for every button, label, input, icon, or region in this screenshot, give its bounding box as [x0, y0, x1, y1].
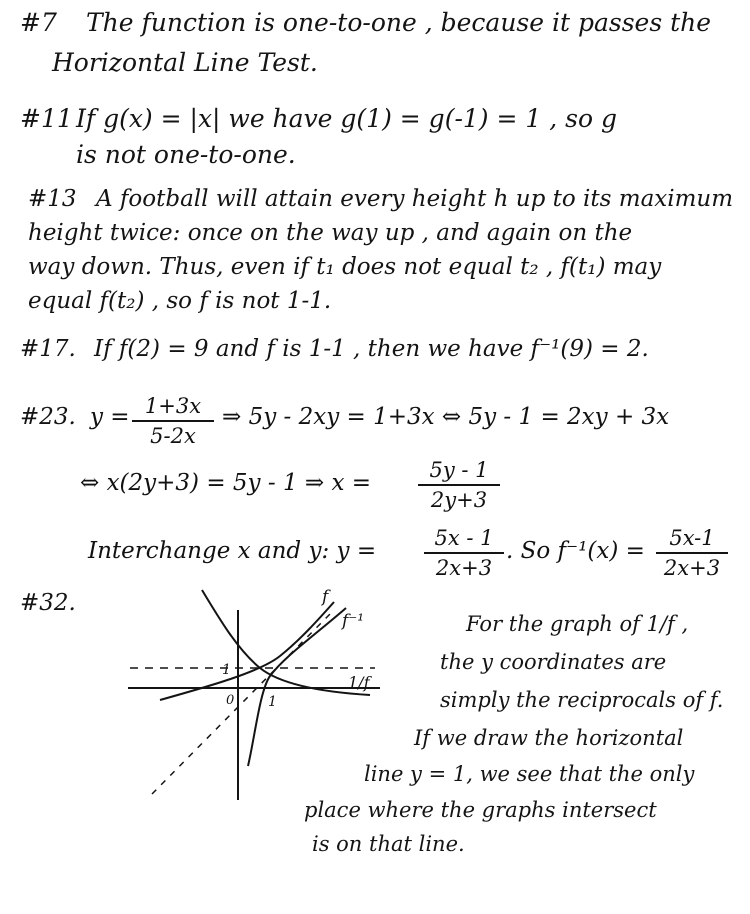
curve-f	[160, 602, 334, 700]
problem-32-note-5: line y = 1, we see that the only	[364, 762, 695, 786]
fraction-4-denominator: 2x+3	[663, 556, 721, 580]
problem-32-note-6: place where the graphs intersect	[304, 798, 657, 822]
fraction-2-denominator: 2y+3	[430, 488, 488, 512]
fraction-3	[424, 526, 504, 580]
fraction-2-numerator: 5y - 1	[429, 458, 489, 482]
problem-11-line-2: is not one-to-one.	[76, 140, 296, 169]
problem-7-line-2: Horizontal Line Test.	[52, 48, 318, 77]
fraction-1-denominator: 5-2x	[150, 424, 196, 448]
problem-23-step-2: ⇔ x(2y+3) = 5y - 1 ⇒ x =	[80, 470, 372, 496]
line-y-equals-x	[152, 614, 330, 794]
problem-7-label: #7	[20, 8, 57, 37]
problem-23-y-equals: y =	[90, 404, 130, 430]
problem-17-label: #17.	[20, 336, 76, 362]
problem-23-label: #23.	[20, 404, 76, 430]
fraction-1-numerator: 1+3x	[144, 394, 202, 418]
problem-32-note-1: For the graph of 1/f ,	[466, 612, 689, 636]
problem-13-line-4: equal f(t₂) , so f is not 1-1.	[28, 288, 332, 314]
problem-7-line-1: The function is one-to-one , because it passes the	[86, 8, 712, 37]
fraction-3-bar	[424, 552, 504, 554]
graph-label-reciprocal: 1/f	[348, 673, 370, 692]
fraction-3-numerator: 5x - 1	[434, 526, 494, 550]
problem-11-line-1: If g(x) = |x| we have g(1) = g(-1) = 1 , so g	[76, 104, 617, 133]
fraction-1	[132, 394, 214, 448]
problem-11-label: #11	[20, 104, 73, 133]
graph-tick-y-1: 1	[222, 662, 231, 678]
problem-32-label: #32.	[20, 590, 76, 616]
graph-origin: 0	[226, 693, 235, 708]
problem-32-note-4: If we draw the horizontal	[414, 726, 684, 750]
problem-23-interchange: Interchange x and y: y =	[88, 538, 377, 564]
fraction-4-bar	[656, 552, 728, 554]
problem-13-line-3: way down. Thus, even if t₁ does not equal t₂ , f(t₁) may	[28, 254, 662, 280]
graph-label-f: f	[322, 587, 329, 607]
fraction-2-bar	[418, 484, 500, 486]
fraction-4-numerator: 5x-1	[669, 526, 715, 550]
problem-32-note-3: simply the reciprocals of f.	[440, 688, 724, 712]
problem-17-text: If f(2) = 9 and f is 1-1 , then we have f⁻¹(9) = 2.	[94, 336, 649, 362]
problem-13-line-1: A football will attain every height h up to its maximum	[96, 186, 734, 212]
problem-13-label: #13	[28, 186, 77, 212]
fraction-3-denominator: 2x+3	[435, 556, 493, 580]
problem-32-note-2: the y coordinates are	[440, 650, 667, 674]
fraction-2	[418, 458, 500, 512]
problem-13-line-2: height twice: once on the way up , and again on the	[28, 220, 633, 246]
problem-32-note-7: is on that line.	[312, 832, 465, 856]
graph-label-f-inverse: f⁻¹	[342, 611, 365, 631]
fraction-1-bar	[132, 420, 214, 422]
problem-23-so: . So f⁻¹(x) =	[506, 538, 645, 564]
problem-23-step-1: ⇒ 5y - 2xy = 1+3x ⇔ 5y - 1 = 2xy + 3x	[222, 404, 670, 430]
graph-tick-x-1: 1	[268, 694, 277, 710]
fraction-4	[656, 526, 728, 580]
